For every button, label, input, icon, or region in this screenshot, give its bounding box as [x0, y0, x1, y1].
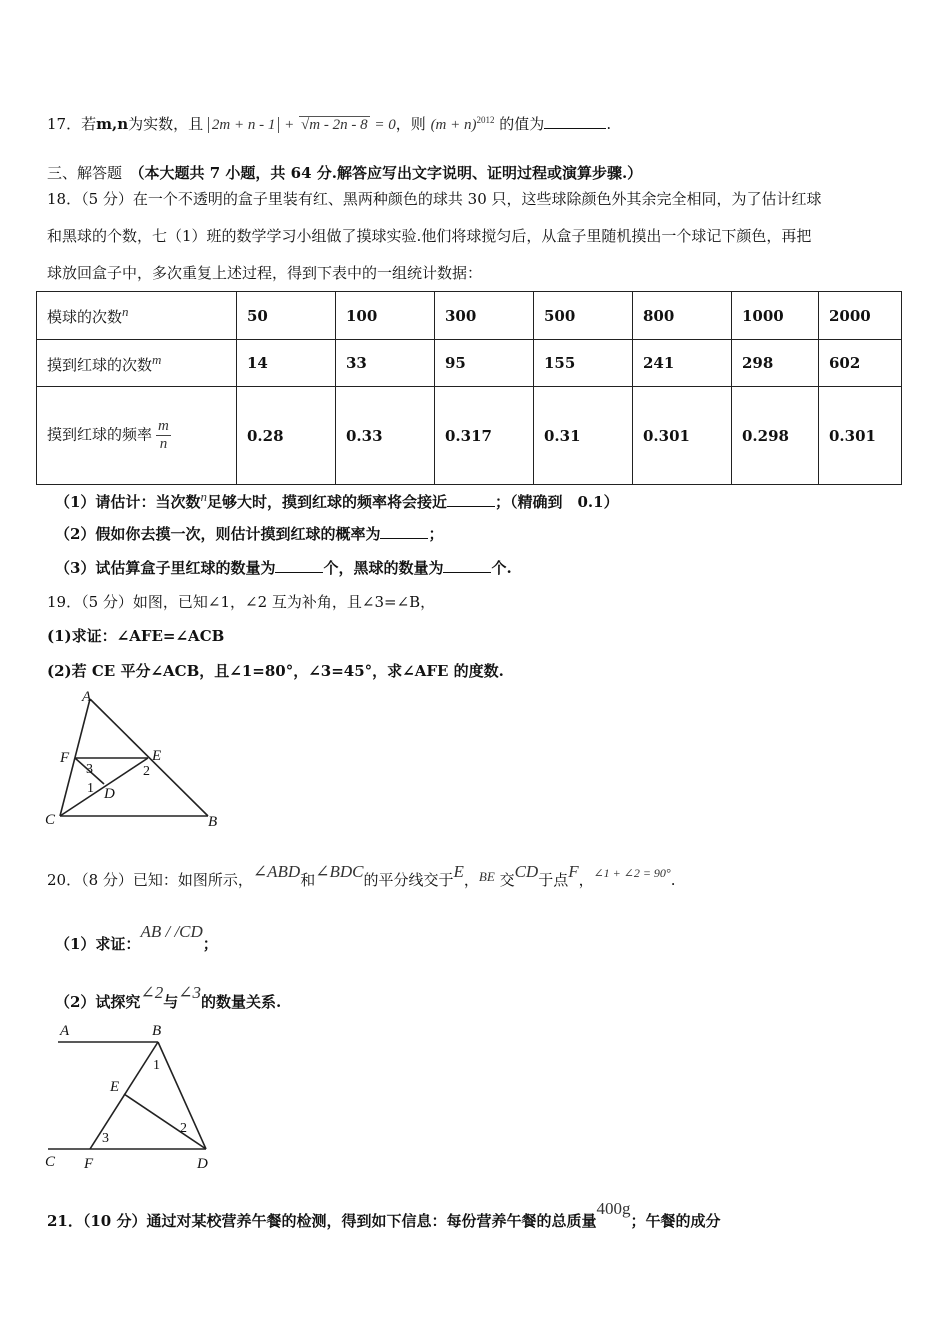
q19-part2: (2)若 CE 平分∠ACB，且∠1=80°，∠3=45°，求∠AFE 的度数.	[47, 662, 504, 680]
row-header: 摸到红球的频率 $\frac{m}{n}$	[37, 387, 237, 485]
angle-1-label: 1	[87, 781, 94, 796]
section3-heading: 三、解答题 （本大题共 7 小题，共 64 分.解答应写出文字说明、证明过程或演算步骤.）	[47, 164, 643, 182]
label-A: A	[60, 1023, 70, 1039]
q17-power: $(m + n)^{2012}$	[430, 115, 495, 133]
q20-parallel-figure	[40, 1018, 230, 1173]
q18-sub3-blank-black[interactable]	[443, 559, 491, 573]
m-over-n-fraction: $\frac{m}{n}$	[158, 418, 169, 452]
q18-sub1: （1）请估计：当次数n足够大时，摸到红球的频率将会接近 ；（精确到 0.1）	[55, 489, 619, 511]
table-row: 摸到红球的次数m 14 33 95 155 241 298 602	[37, 340, 902, 387]
q18-sub2: （2）假如你去摸一次，则估计摸到红球的概率为 ；	[55, 525, 444, 543]
label-D: D	[197, 1156, 208, 1172]
q19-part1: (1)求证：∠AFE=∠ACB	[47, 627, 225, 645]
q18-sub3-blank-red[interactable]	[275, 559, 323, 573]
q18-sub1-blank[interactable]	[447, 493, 495, 507]
q18-line2: 和黑球的个数，七（1）班的数学学习小组做了摸球实验.他们将球搅匀后，从盒子里随机摸出一个球记下颜色，再把	[47, 227, 812, 245]
q17-sqrt-expr: √m - 2n - 8	[301, 117, 368, 133]
q18-data-table	[36, 291, 902, 485]
row-header: 摸到红球的次数m	[37, 340, 237, 387]
table-row: 模球的次数n 50 100 300 500 800 1000 2000	[37, 292, 902, 340]
table-row: 摸到红球的频率 $\frac{m}{n}$ 0.28 0.33 0.317 0.31 0.301 0.298 0.301	[37, 387, 902, 485]
angle-2-label: 2	[143, 764, 150, 779]
label-B: B	[208, 814, 218, 830]
label-D: D	[104, 786, 115, 802]
q17-answer-blank[interactable]	[544, 115, 606, 129]
label-A: A	[82, 689, 92, 705]
q19-triangle-figure	[40, 685, 230, 833]
row-header: 模球的次数n	[37, 292, 237, 340]
label-C: C	[45, 1154, 56, 1170]
q18-sub3: （3）试估算盒子里红球的数量为 个，黑球的数量为 个.	[55, 559, 512, 577]
q20-line1: 20．（8 分）已知：如图所示，∠ABD和∠BDC的平分线交于E，BE 交CD于点F，$^{\angle 1 + \angle 2 = 90^\circ}$.	[47, 862, 676, 889]
label-C: C	[45, 812, 56, 828]
q18-line3: 球放回盒子中，多次重复上述过程，得到下表中的一组统计数据：	[47, 264, 483, 282]
label-B: B	[152, 1023, 162, 1039]
q17-number: 17．	[47, 115, 82, 133]
angle-2-label: 2	[180, 1121, 187, 1136]
label-F: F	[84, 1156, 94, 1172]
q18-sub2-blank[interactable]	[380, 525, 428, 539]
q17-abs-expr: 2m + n - 1	[208, 117, 279, 133]
angle-1-label: 1	[153, 1058, 160, 1073]
q21-line1: 21．（10 分）通过对某校营养午餐的检测，得到如下信息：每份营养午餐的总质量400g；午餐的成分	[47, 1199, 721, 1230]
angle-3-label: 3	[102, 1131, 109, 1146]
q20-part1: （1）求证：AB / /CD；	[55, 922, 218, 953]
q18-line1: 18．（5 分）在一个不透明的盒子里装有红、黑两种颜色的球共 30 只，这些球除颜色外其余完全相同，为了估计红球	[47, 190, 822, 208]
label-E: E	[110, 1079, 120, 1095]
angle-3-label: 3	[86, 762, 93, 777]
q17-line: 17．若m,n为实数，且 2m + n - 1 + √m - 2n - 8 = 0，则 $(m + n)^{2012}$ 的值为 .	[47, 115, 612, 133]
label-F: F	[60, 750, 70, 766]
label-E: E	[152, 748, 162, 764]
q19-line1: 19．（5 分）如图，已知∠1，∠2 互为补角，且∠3=∠B，	[47, 593, 436, 611]
q20-part2: （2）试探究∠2与∠3的数量关系.	[55, 983, 282, 1011]
